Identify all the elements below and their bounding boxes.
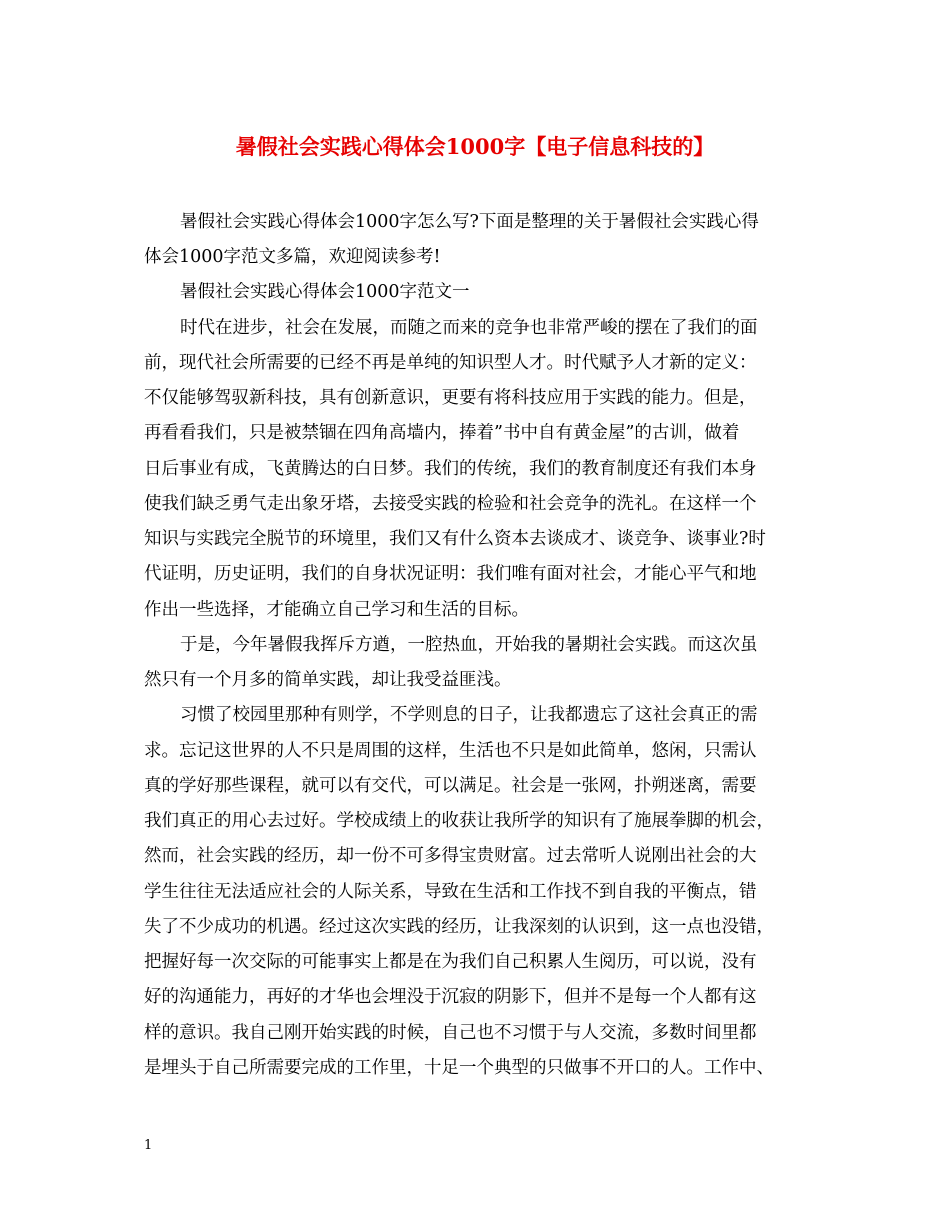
body-line: 日后事业有成，飞黄腾达的白日梦。我们的传统，我们的教育制度还有我们本身	[144, 459, 757, 479]
body-line: 暑假社会实践心得体会1000字怎么写?下面是整理的关于暑假社会实践心得	[180, 212, 759, 232]
body-line: 然只有一个月多的简单实践，却让我受益匪浅。	[144, 670, 512, 690]
body-line: 好的沟通能力，再好的才华也会埋没于沉寂的阴影下，但并不是每一个人都有这	[144, 987, 757, 1007]
body-line: 时代在进步，社会在发展，而随之而来的竞争也非常严峻的摆在了我们的面	[180, 318, 758, 338]
body-line: 体会1000字范文多篇，欢迎阅读参考!	[144, 247, 441, 267]
body-line: 学生往往无法适应社会的人际关系，导致在生活和工作找不到自我的平衡点，错	[144, 882, 757, 902]
body-line: 是埋头于自己所需要完成的工作里，十足一个典型的只做事不开口的人。工作中、	[144, 1058, 774, 1078]
body-line: 把握好每一次交际的可能事实上都是在为我们自己积累人生阅历，可以说，没有	[144, 952, 757, 972]
body-line: 真的学好那些课程，就可以有交代，可以满足。社会是一张网，扑朔迷离，需要	[144, 776, 757, 796]
body-line: 不仅能够驾驭新科技，具有创新意识，更要有将科技应用于实践的能力。但是，	[144, 388, 757, 408]
page-number: 1	[144, 1138, 153, 1153]
body-line: 前，现代社会所需要的已经不再是单纯的知识型人才。时代赋予人才新的定义：	[144, 353, 757, 373]
body-line: 样的意识。我自己刚开始实践的时候，自己也不习惯于与人交流，多数时间里都	[144, 1023, 757, 1043]
body-line: 然而，社会实践的经历，却一份不可多得宝贵财富。过去常听人说刚出社会的大	[144, 846, 757, 866]
body-line: 于是，今年暑假我挥斥方遒，一腔热血，开始我的暑期社会实践。而这次虽	[180, 635, 758, 655]
body-line: 习惯了校园里那种有则学，不学则息的日子，让我都遗忘了这社会真正的需	[180, 705, 758, 725]
body-line: 作出一些选择，才能确立自己学习和生活的目标。	[144, 600, 529, 620]
body-line: 暑假社会实践心得体会1000字范文一	[180, 282, 470, 302]
body-line: 我们真正的用心去过好。学校成绩上的收获让我所学的知识有了施展拳脚的机会，	[144, 811, 774, 831]
body-line: 使我们缺乏勇气走出象牙塔，去接受实践的检验和社会竞争的洗礼。在这样一个	[144, 494, 757, 514]
body-line: 知识与实践完全脱节的环境里，我们又有什么资本去谈成才、谈竞争、谈事业?时	[144, 529, 766, 549]
document-title: 暑假社会实践心得体会1000字【电子信息科技的】	[235, 134, 715, 159]
body-line: 求。忘记这世界的人不只是周围的这样，生活也不只是如此简单，悠闲，只需认	[144, 741, 757, 761]
body-line: 再看看我们，只是被禁锢在四角高墙内，捧着”书中自有黄金屋”的古训，做着	[144, 423, 740, 443]
body-line: 代证明，历史证明，我们的自身状况证明：我们唯有面对社会，才能心平气和地	[144, 564, 757, 584]
body-line: 失了不少成功的机遇。经过这次实践的经历，让我深刻的认识到，这一点也没错，	[144, 917, 774, 937]
